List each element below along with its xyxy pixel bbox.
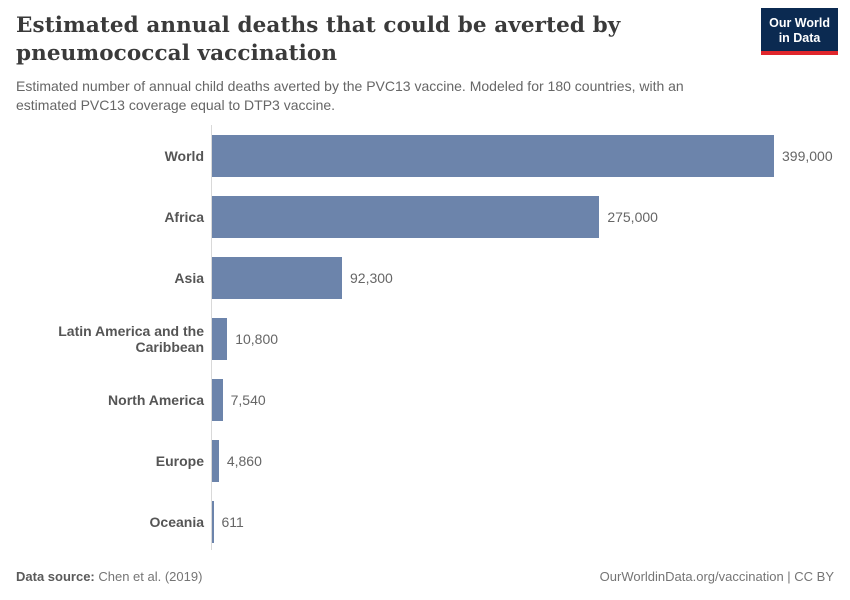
bar[interactable] (212, 501, 214, 543)
bar-row (0, 135, 850, 177)
bar-row (0, 196, 850, 238)
page-subtitle: Estimated number of annual child deaths averted by the PVC13 vaccine. Modeled for 180 countries, with an estimated PVC13 coverage equal to DTP3 vaccine. (16, 77, 684, 113)
bar-chart (0, 125, 850, 550)
bar[interactable] (212, 196, 599, 238)
bar-rows (0, 135, 850, 543)
bar-track (212, 196, 599, 238)
bar-track (212, 318, 227, 360)
bar-label: North America (108, 392, 204, 408)
bar[interactable] (212, 379, 223, 421)
bar-value: 275,000 (607, 209, 658, 225)
bar[interactable] (212, 440, 219, 482)
bar-track (212, 501, 214, 543)
logo-line-2: in Data (778, 30, 821, 45)
bar-label: Asia (174, 270, 204, 286)
bar-label: Europe (155, 453, 204, 469)
bar-label: World (164, 148, 204, 164)
bar-track (212, 257, 342, 299)
logo-line-1: Our World (769, 16, 830, 30)
data-source (16, 569, 202, 584)
bar-track (212, 135, 774, 177)
bar[interactable] (212, 257, 342, 299)
data-source-value: Chen et al. (2019) (94, 569, 203, 584)
bar-row (0, 379, 850, 421)
bar-row (0, 257, 850, 299)
bar-value: 399,000 (782, 148, 833, 164)
bar-track (212, 440, 219, 482)
bar-value: 7,540 (230, 392, 266, 408)
bar-value: 4,860 (226, 453, 262, 469)
bar-row (0, 440, 850, 482)
bar[interactable] (212, 135, 774, 177)
bar[interactable] (212, 318, 227, 360)
owid-logo[interactable] (761, 8, 838, 55)
page-title: Estimated annual deaths that could be averted by pneumococcal vaccination (16, 13, 621, 67)
footer (16, 569, 834, 584)
bar-label: Latin America and the Caribbean (58, 323, 204, 355)
bar-track (212, 379, 223, 421)
bar-value: 92,300 (350, 270, 393, 286)
bar-label: Oceania (149, 514, 204, 530)
credit-link[interactable]: OurWorldinData.org/vaccination | CC BY (599, 569, 834, 584)
data-source-label: Data source: (16, 569, 95, 584)
bar-value: 10,800 (235, 331, 279, 347)
bar-row (0, 318, 850, 360)
bar-label: Africa (164, 209, 204, 225)
header (16, 12, 736, 115)
bar-row (0, 501, 850, 543)
bar-value: 611 (221, 514, 244, 530)
